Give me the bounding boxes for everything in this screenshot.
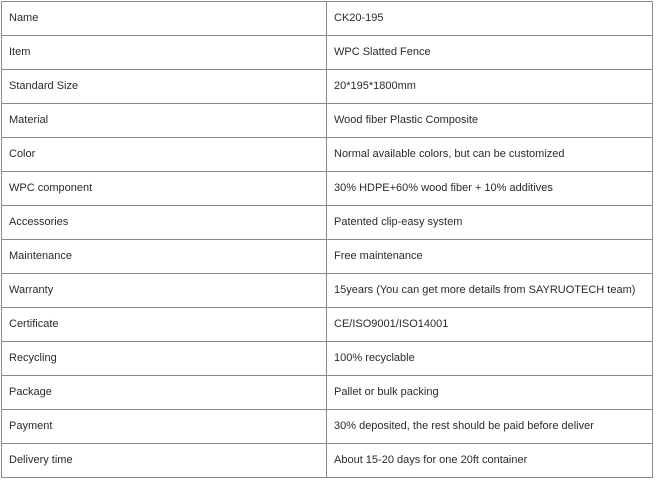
- row-label-material: Material: [2, 104, 327, 138]
- row-label-name: Name: [2, 2, 327, 36]
- row-value-certificate: CE/ISO9001/ISO14001: [327, 308, 653, 342]
- table-row: [2, 2, 653, 36]
- row-label-certificate: Certificate: [2, 308, 327, 342]
- table-row: [2, 376, 653, 410]
- table-row: [2, 70, 653, 104]
- table-row: [2, 240, 653, 274]
- row-value-color: Normal available colors, but can be customized: [327, 138, 653, 172]
- row-label-wpc-component: WPC component: [2, 172, 327, 206]
- table-row: [2, 104, 653, 138]
- table-row: [2, 36, 653, 70]
- row-label-delivery-time: Delivery time: [2, 444, 327, 478]
- row-value-delivery-time: About 15-20 days for one 20ft container: [327, 444, 653, 478]
- row-value-accessories: Patented clip-easy system: [327, 206, 653, 240]
- row-label-item: Item: [2, 36, 327, 70]
- table-row: [2, 138, 653, 172]
- table-row: [2, 172, 653, 206]
- row-label-accessories: Accessories: [2, 206, 327, 240]
- row-label-payment: Payment: [2, 410, 327, 444]
- row-label-recycling: Recycling: [2, 342, 327, 376]
- table-row: [2, 274, 653, 308]
- row-value-payment: 30% deposited, the rest should be paid before deliver: [327, 410, 653, 444]
- table-row: [2, 410, 653, 444]
- row-value-recycling: 100% recyclable: [327, 342, 653, 376]
- row-value-package: Pallet or bulk packing: [327, 376, 653, 410]
- row-value-material: Wood fiber Plastic Composite: [327, 104, 653, 138]
- row-value-wpc-component: 30% HDPE+60% wood fiber + 10% additives: [327, 172, 653, 206]
- row-value-item: WPC Slatted Fence: [327, 36, 653, 70]
- row-label-maintenance: Maintenance: [2, 240, 327, 274]
- product-spec-table: [1, 1, 653, 478]
- table-row: [2, 342, 653, 376]
- table-row: [2, 444, 653, 478]
- table-row: [2, 206, 653, 240]
- row-label-standard-size: Standard Size: [2, 70, 327, 104]
- row-label-color: Color: [2, 138, 327, 172]
- row-value-warranty: 15years (You can get more details from SAYRUOTECH team): [327, 274, 653, 308]
- row-value-maintenance: Free maintenance: [327, 240, 653, 274]
- table-row: [2, 308, 653, 342]
- row-value-standard-size: 20*195*1800mm: [327, 70, 653, 104]
- row-label-warranty: Warranty: [2, 274, 327, 308]
- row-value-name: CK20-195: [327, 2, 653, 36]
- row-label-package: Package: [2, 376, 327, 410]
